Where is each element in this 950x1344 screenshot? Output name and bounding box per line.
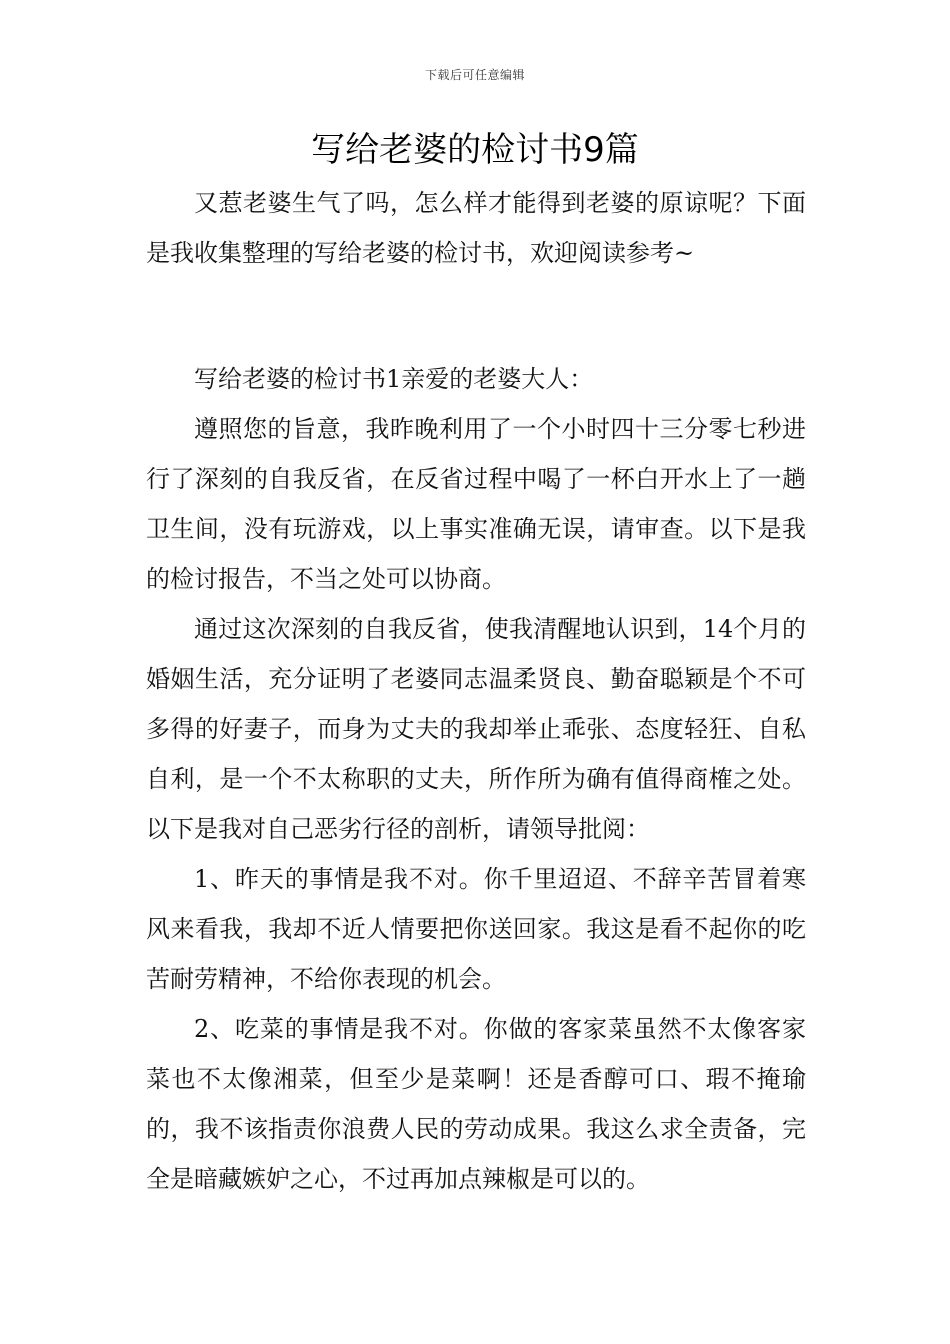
body-paragraph: 遵照您的旨意，我昨晚利用了一个小时四十三分零七秒进行了深刻的自我反省，在反省过程中喝了一杯白开水上了一趟卫生间，没有玩游戏，以上事实准确无误，请审查。以下是我的检讨报告，不当之处可以协商。 <box>146 415 806 593</box>
list-item-paragraph: 2、吃菜的事情是我不对。你做的客家菜虽然不太像客家菜也不太像湘菜，但至少是菜啊！还是香醇可口、瑕不掩瑜的，我不该指责你浪费人民的劳动成果。我这么求全责备，完全是暗藏嫉妒之心，不过再加点辣椒是可以的。 <box>146 1015 806 1193</box>
letter-heading: 写给老婆的检讨书1亲爱的老婆大人： <box>194 365 594 393</box>
document-body <box>146 178 806 1204</box>
list-item-paragraph: 1、昨天的事情是我不对。你千里迢迢、不辞辛苦冒着寒风来看我，我却不近人情要把你送回家。我这是看不起你的吃苦耐劳精神，不给你表现的机会。 <box>146 865 806 993</box>
document-title: 写给老婆的检讨书9篇 <box>311 130 639 170</box>
header-note: 下载后可任意编辑 <box>424 68 525 82</box>
intro-paragraph: 又惹老婆生气了吗，怎么样才能得到老婆的原谅呢？下面是我收集整理的写给老婆的检讨书，欢迎阅读参考~ <box>146 189 806 267</box>
body-paragraph: 通过这次深刻的自我反省，使我清醒地认识到，14个月的婚姻生活，充分证明了老婆同志温柔贤良、勤奋聪颖是个不可多得的好妻子，而身为丈夫的我却举止乖张、态度轻狂、自私自利，是一个不太称职的丈夫，所作所为确有值得商榷之处。以下是我对自己恶劣行径的剖析，请领导批阅： <box>146 615 806 843</box>
